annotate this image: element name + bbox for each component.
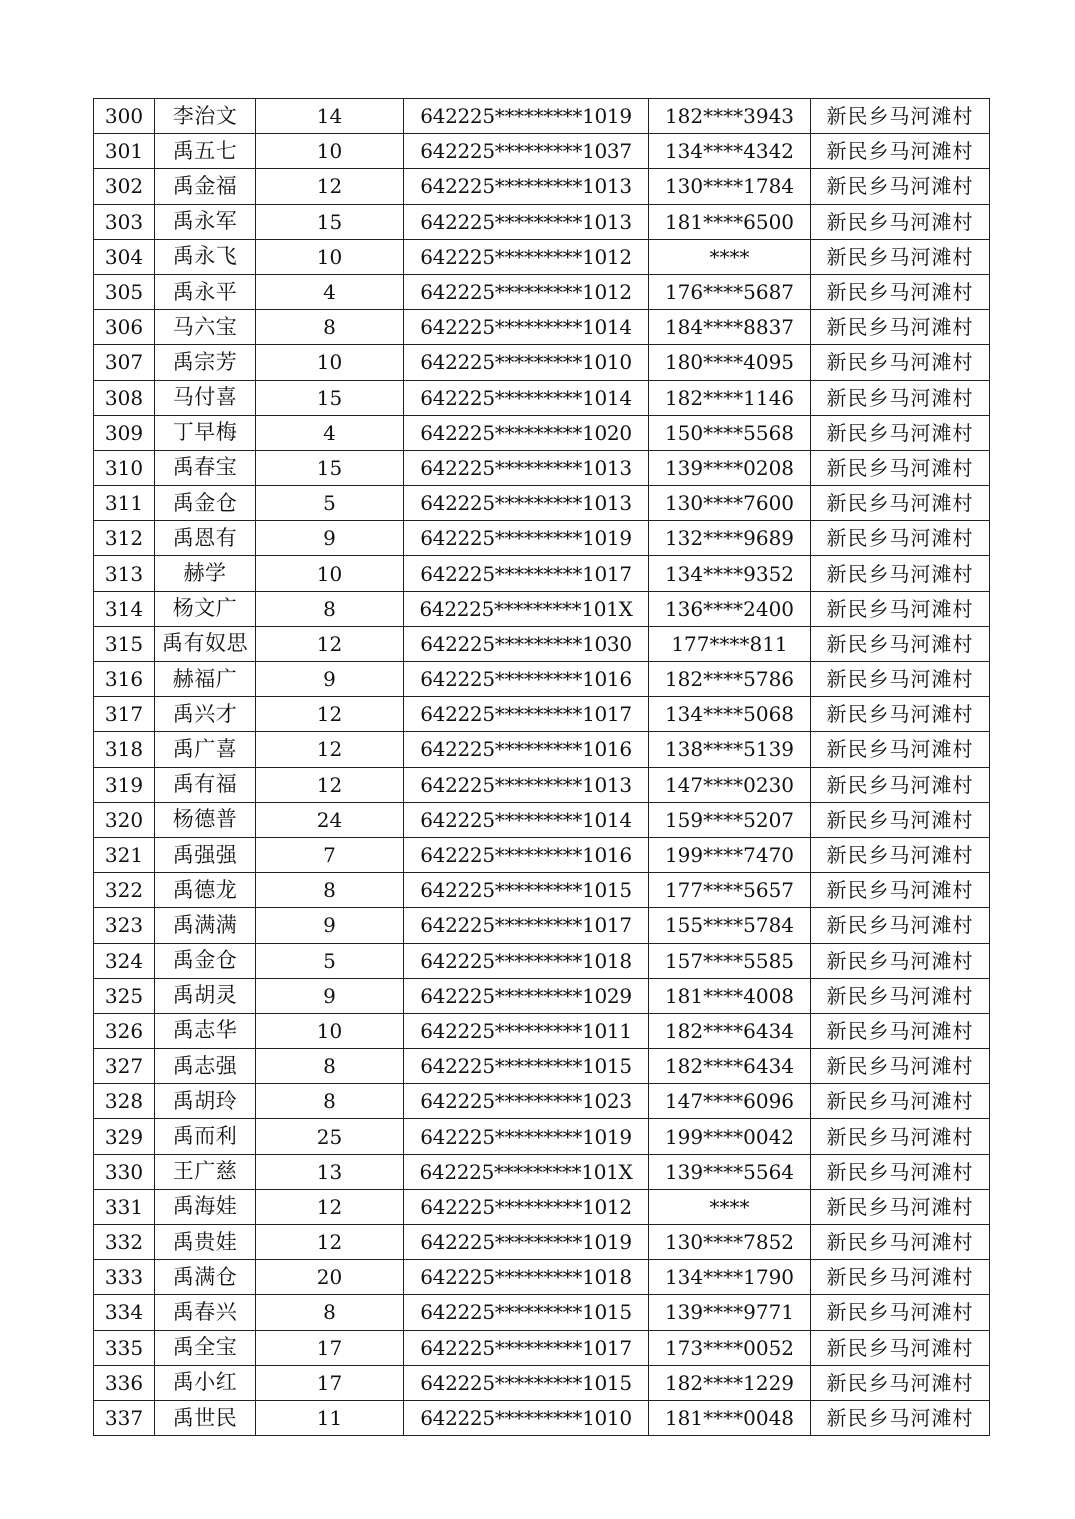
village-cell: 新民乡马河滩村 (811, 239, 990, 274)
village-cell: 新民乡马河滩村 (811, 450, 990, 485)
count-cell: 10 (256, 345, 404, 380)
table-row (94, 1225, 990, 1260)
village-cell: 新民乡马河滩村 (811, 943, 990, 978)
serial-cell: 324 (94, 943, 155, 978)
count-cell: 15 (256, 380, 404, 415)
count-cell: 17 (256, 1330, 404, 1365)
phone-cell: 182****6434 (649, 1013, 811, 1048)
phone-cell: 184****8837 (649, 310, 811, 345)
village-cell: 新民乡马河滩村 (811, 556, 990, 591)
table-row (94, 1084, 990, 1119)
serial-cell: 313 (94, 556, 155, 591)
village-cell: 新民乡马河滩村 (811, 732, 990, 767)
count-cell: 9 (256, 908, 404, 943)
table-row (94, 521, 990, 556)
count-cell: 13 (256, 1154, 404, 1189)
count-cell: 8 (256, 1295, 404, 1330)
phone-cell: 134****4342 (649, 134, 811, 169)
phone-cell: 181****0048 (649, 1400, 811, 1435)
table-row (94, 274, 990, 309)
phone-cell: 181****4008 (649, 978, 811, 1013)
phone-cell: 138****5139 (649, 732, 811, 767)
village-cell: 新民乡马河滩村 (811, 873, 990, 908)
serial-cell: 323 (94, 908, 155, 943)
serial-cell: 333 (94, 1260, 155, 1295)
village-cell: 新民乡马河滩村 (811, 1365, 990, 1400)
phone-cell: 199****7470 (649, 837, 811, 872)
village-cell: 新民乡马河滩村 (811, 978, 990, 1013)
table-row (94, 239, 990, 274)
id-number-cell: 642225*********1029 (404, 978, 649, 1013)
name-cell: 禹全宝 (155, 1330, 256, 1365)
phone-cell: 176****5687 (649, 274, 811, 309)
phone-cell: 130****1784 (649, 169, 811, 204)
village-cell: 新民乡马河滩村 (811, 908, 990, 943)
name-cell: 禹小红 (155, 1365, 256, 1400)
phone-cell: 155****5784 (649, 908, 811, 943)
table-row (94, 1260, 990, 1295)
table-row (94, 345, 990, 380)
table-row (94, 134, 990, 169)
id-number-cell: 642225*********1015 (404, 1365, 649, 1400)
table-row (94, 732, 990, 767)
phone-cell: 134****1790 (649, 1260, 811, 1295)
table-row (94, 415, 990, 450)
serial-cell: 336 (94, 1365, 155, 1400)
serial-cell: 304 (94, 239, 155, 274)
name-cell: 禹春兴 (155, 1295, 256, 1330)
village-cell: 新民乡马河滩村 (811, 1260, 990, 1295)
serial-cell: 321 (94, 837, 155, 872)
count-cell: 9 (256, 978, 404, 1013)
table-row (94, 873, 990, 908)
name-cell: 禹而利 (155, 1119, 256, 1154)
table-row (94, 908, 990, 943)
count-cell: 4 (256, 274, 404, 309)
id-number-cell: 642225*********1016 (404, 662, 649, 697)
id-number-cell: 642225*********101X (404, 591, 649, 626)
name-cell: 禹金仓 (155, 943, 256, 978)
name-cell: 禹满仓 (155, 1260, 256, 1295)
serial-cell: 309 (94, 415, 155, 450)
table-row (94, 99, 990, 134)
id-number-cell: 642225*********1023 (404, 1084, 649, 1119)
id-number-cell: 642225*********1019 (404, 1225, 649, 1260)
village-cell: 新民乡马河滩村 (811, 1189, 990, 1224)
serial-cell: 330 (94, 1154, 155, 1189)
name-cell: 杨文广 (155, 591, 256, 626)
count-cell: 12 (256, 626, 404, 661)
phone-cell: 139****5564 (649, 1154, 811, 1189)
village-cell: 新民乡马河滩村 (811, 1400, 990, 1435)
table-row (94, 802, 990, 837)
serial-cell: 322 (94, 873, 155, 908)
id-number-cell: 642225*********1019 (404, 99, 649, 134)
serial-cell: 301 (94, 134, 155, 169)
id-number-cell: 642225*********1020 (404, 415, 649, 450)
count-cell: 8 (256, 1049, 404, 1084)
table-row (94, 450, 990, 485)
id-number-cell: 642225*********101X (404, 1154, 649, 1189)
table-row (94, 486, 990, 521)
serial-cell: 327 (94, 1049, 155, 1084)
name-cell: 禹金福 (155, 169, 256, 204)
phone-cell: 139****0208 (649, 450, 811, 485)
name-cell: 禹贵娃 (155, 1225, 256, 1260)
id-number-cell: 642225*********1016 (404, 837, 649, 872)
phone-cell: 147****6096 (649, 1084, 811, 1119)
table-row (94, 380, 990, 415)
village-cell: 新民乡马河滩村 (811, 486, 990, 521)
count-cell: 8 (256, 310, 404, 345)
table-row (94, 1295, 990, 1330)
count-cell: 4 (256, 415, 404, 450)
id-number-cell: 642225*********1012 (404, 1189, 649, 1224)
name-cell: 禹五七 (155, 134, 256, 169)
village-cell: 新民乡马河滩村 (811, 521, 990, 556)
name-cell: 禹胡灵 (155, 978, 256, 1013)
phone-cell: **** (649, 1189, 811, 1224)
count-cell: 10 (256, 556, 404, 591)
phone-cell: 173****0052 (649, 1330, 811, 1365)
name-cell: 王广慈 (155, 1154, 256, 1189)
name-cell: 禹德龙 (155, 873, 256, 908)
serial-cell: 328 (94, 1084, 155, 1119)
table-row (94, 978, 990, 1013)
name-cell: 赫学 (155, 556, 256, 591)
village-cell: 新民乡马河滩村 (811, 1084, 990, 1119)
phone-cell: 130****7600 (649, 486, 811, 521)
village-cell: 新民乡马河滩村 (811, 274, 990, 309)
name-cell: 禹永飞 (155, 239, 256, 274)
count-cell: 17 (256, 1365, 404, 1400)
village-cell: 新民乡马河滩村 (811, 626, 990, 661)
phone-cell: 134****9352 (649, 556, 811, 591)
village-cell: 新民乡马河滩村 (811, 1225, 990, 1260)
count-cell: 8 (256, 1084, 404, 1119)
phone-cell: 181****6500 (649, 204, 811, 239)
id-number-cell: 642225*********1014 (404, 310, 649, 345)
serial-cell: 315 (94, 626, 155, 661)
phone-cell: 132****9689 (649, 521, 811, 556)
id-number-cell: 642225*********1017 (404, 697, 649, 732)
serial-cell: 305 (94, 274, 155, 309)
serial-cell: 307 (94, 345, 155, 380)
table-row (94, 1400, 990, 1435)
id-number-cell: 642225*********1018 (404, 943, 649, 978)
name-cell: 禹强强 (155, 837, 256, 872)
phone-cell: 199****0042 (649, 1119, 811, 1154)
name-cell: 马六宝 (155, 310, 256, 345)
phone-cell: 177****5657 (649, 873, 811, 908)
id-number-cell: 642225*********1010 (404, 1400, 649, 1435)
table-row (94, 662, 990, 697)
count-cell: 11 (256, 1400, 404, 1435)
name-cell: 丁早梅 (155, 415, 256, 450)
id-number-cell: 642225*********1015 (404, 1295, 649, 1330)
count-cell: 10 (256, 239, 404, 274)
phone-cell: **** (649, 239, 811, 274)
count-cell: 10 (256, 134, 404, 169)
serial-cell: 302 (94, 169, 155, 204)
serial-cell: 337 (94, 1400, 155, 1435)
village-cell: 新民乡马河滩村 (811, 1049, 990, 1084)
name-cell: 禹满满 (155, 908, 256, 943)
village-cell: 新民乡马河滩村 (811, 1119, 990, 1154)
phone-cell: 134****5068 (649, 697, 811, 732)
table-row (94, 1330, 990, 1365)
name-cell: 马付喜 (155, 380, 256, 415)
name-cell: 禹宗芳 (155, 345, 256, 380)
count-cell: 10 (256, 1013, 404, 1048)
id-number-cell: 642225*********1013 (404, 169, 649, 204)
village-cell: 新民乡马河滩村 (811, 591, 990, 626)
id-number-cell: 642225*********1015 (404, 873, 649, 908)
village-cell: 新民乡马河滩村 (811, 380, 990, 415)
phone-cell: 139****9771 (649, 1295, 811, 1330)
household-table (93, 98, 990, 1436)
name-cell: 禹兴才 (155, 697, 256, 732)
serial-cell: 311 (94, 486, 155, 521)
phone-cell: 130****7852 (649, 1225, 811, 1260)
serial-cell: 332 (94, 1225, 155, 1260)
table-row (94, 1049, 990, 1084)
village-cell: 新民乡马河滩村 (811, 802, 990, 837)
name-cell: 禹广喜 (155, 732, 256, 767)
id-number-cell: 642225*********1017 (404, 556, 649, 591)
name-cell: 禹恩有 (155, 521, 256, 556)
count-cell: 15 (256, 450, 404, 485)
village-cell: 新民乡马河滩村 (811, 837, 990, 872)
name-cell: 禹胡玲 (155, 1084, 256, 1119)
name-cell: 禹永军 (155, 204, 256, 239)
count-cell: 12 (256, 1189, 404, 1224)
count-cell: 9 (256, 521, 404, 556)
id-number-cell: 642225*********1010 (404, 345, 649, 380)
phone-cell: 177****811 (649, 626, 811, 661)
name-cell: 禹永平 (155, 274, 256, 309)
table-body (94, 99, 990, 1436)
name-cell: 李治文 (155, 99, 256, 134)
village-cell: 新民乡马河滩村 (811, 134, 990, 169)
serial-cell: 325 (94, 978, 155, 1013)
serial-cell: 306 (94, 310, 155, 345)
id-number-cell: 642225*********1018 (404, 1260, 649, 1295)
village-cell: 新民乡马河滩村 (811, 767, 990, 802)
serial-cell: 310 (94, 450, 155, 485)
serial-cell: 326 (94, 1013, 155, 1048)
id-number-cell: 642225*********1013 (404, 450, 649, 485)
phone-cell: 136****2400 (649, 591, 811, 626)
name-cell: 禹有奴思 (155, 626, 256, 661)
count-cell: 9 (256, 662, 404, 697)
serial-cell: 319 (94, 767, 155, 802)
serial-cell: 308 (94, 380, 155, 415)
serial-cell: 303 (94, 204, 155, 239)
count-cell: 25 (256, 1119, 404, 1154)
table-row (94, 1154, 990, 1189)
table-row (94, 697, 990, 732)
serial-cell: 320 (94, 802, 155, 837)
table-row (94, 310, 990, 345)
id-number-cell: 642225*********1014 (404, 802, 649, 837)
phone-cell: 182****5786 (649, 662, 811, 697)
serial-cell: 318 (94, 732, 155, 767)
name-cell: 禹海娃 (155, 1189, 256, 1224)
serial-cell: 335 (94, 1330, 155, 1365)
table-row (94, 837, 990, 872)
name-cell: 禹有福 (155, 767, 256, 802)
phone-cell: 159****5207 (649, 802, 811, 837)
village-cell: 新民乡马河滩村 (811, 99, 990, 134)
table-row (94, 591, 990, 626)
table-row (94, 1365, 990, 1400)
count-cell: 8 (256, 873, 404, 908)
id-number-cell: 642225*********1019 (404, 1119, 649, 1154)
table-row (94, 767, 990, 802)
phone-cell: 182****6434 (649, 1049, 811, 1084)
table-row (94, 943, 990, 978)
id-number-cell: 642225*********1037 (404, 134, 649, 169)
count-cell: 12 (256, 732, 404, 767)
count-cell: 7 (256, 837, 404, 872)
serial-cell: 300 (94, 99, 155, 134)
count-cell: 24 (256, 802, 404, 837)
table-row (94, 1189, 990, 1224)
count-cell: 5 (256, 486, 404, 521)
phone-cell: 180****4095 (649, 345, 811, 380)
serial-cell: 314 (94, 591, 155, 626)
table-row (94, 556, 990, 591)
village-cell: 新民乡马河滩村 (811, 1295, 990, 1330)
id-number-cell: 642225*********1013 (404, 767, 649, 802)
name-cell: 赫福广 (155, 662, 256, 697)
name-cell: 禹志强 (155, 1049, 256, 1084)
id-number-cell: 642225*********1012 (404, 239, 649, 274)
table-row (94, 1013, 990, 1048)
village-cell: 新民乡马河滩村 (811, 662, 990, 697)
village-cell: 新民乡马河滩村 (811, 310, 990, 345)
serial-cell: 312 (94, 521, 155, 556)
count-cell: 14 (256, 99, 404, 134)
table-row (94, 204, 990, 239)
count-cell: 12 (256, 1225, 404, 1260)
id-number-cell: 642225*********1013 (404, 204, 649, 239)
count-cell: 20 (256, 1260, 404, 1295)
id-number-cell: 642225*********1017 (404, 908, 649, 943)
id-number-cell: 642225*********1012 (404, 274, 649, 309)
village-cell: 新民乡马河滩村 (811, 1154, 990, 1189)
village-cell: 新民乡马河滩村 (811, 169, 990, 204)
id-number-cell: 642225*********1019 (404, 521, 649, 556)
village-cell: 新民乡马河滩村 (811, 204, 990, 239)
village-cell: 新民乡马河滩村 (811, 697, 990, 732)
name-cell: 杨德普 (155, 802, 256, 837)
serial-cell: 317 (94, 697, 155, 732)
table-row (94, 626, 990, 661)
count-cell: 12 (256, 169, 404, 204)
count-cell: 8 (256, 591, 404, 626)
count-cell: 12 (256, 767, 404, 802)
count-cell: 5 (256, 943, 404, 978)
name-cell: 禹志华 (155, 1013, 256, 1048)
count-cell: 12 (256, 697, 404, 732)
id-number-cell: 642225*********1030 (404, 626, 649, 661)
table-row (94, 1119, 990, 1154)
id-number-cell: 642225*********1015 (404, 1049, 649, 1084)
count-cell: 15 (256, 204, 404, 239)
phone-cell: 150****5568 (649, 415, 811, 450)
id-number-cell: 642225*********1014 (404, 380, 649, 415)
table-row (94, 169, 990, 204)
phone-cell: 182****3943 (649, 99, 811, 134)
village-cell: 新民乡马河滩村 (811, 1013, 990, 1048)
id-number-cell: 642225*********1017 (404, 1330, 649, 1365)
id-number-cell: 642225*********1011 (404, 1013, 649, 1048)
phone-cell: 182****1146 (649, 380, 811, 415)
phone-cell: 182****1229 (649, 1365, 811, 1400)
village-cell: 新民乡马河滩村 (811, 345, 990, 380)
serial-cell: 329 (94, 1119, 155, 1154)
name-cell: 禹世民 (155, 1400, 256, 1435)
serial-cell: 316 (94, 662, 155, 697)
id-number-cell: 642225*********1016 (404, 732, 649, 767)
id-number-cell: 642225*********1013 (404, 486, 649, 521)
village-cell: 新民乡马河滩村 (811, 415, 990, 450)
name-cell: 禹金仓 (155, 486, 256, 521)
serial-cell: 334 (94, 1295, 155, 1330)
phone-cell: 147****0230 (649, 767, 811, 802)
village-cell: 新民乡马河滩村 (811, 1330, 990, 1365)
name-cell: 禹春宝 (155, 450, 256, 485)
phone-cell: 157****5585 (649, 943, 811, 978)
serial-cell: 331 (94, 1189, 155, 1224)
